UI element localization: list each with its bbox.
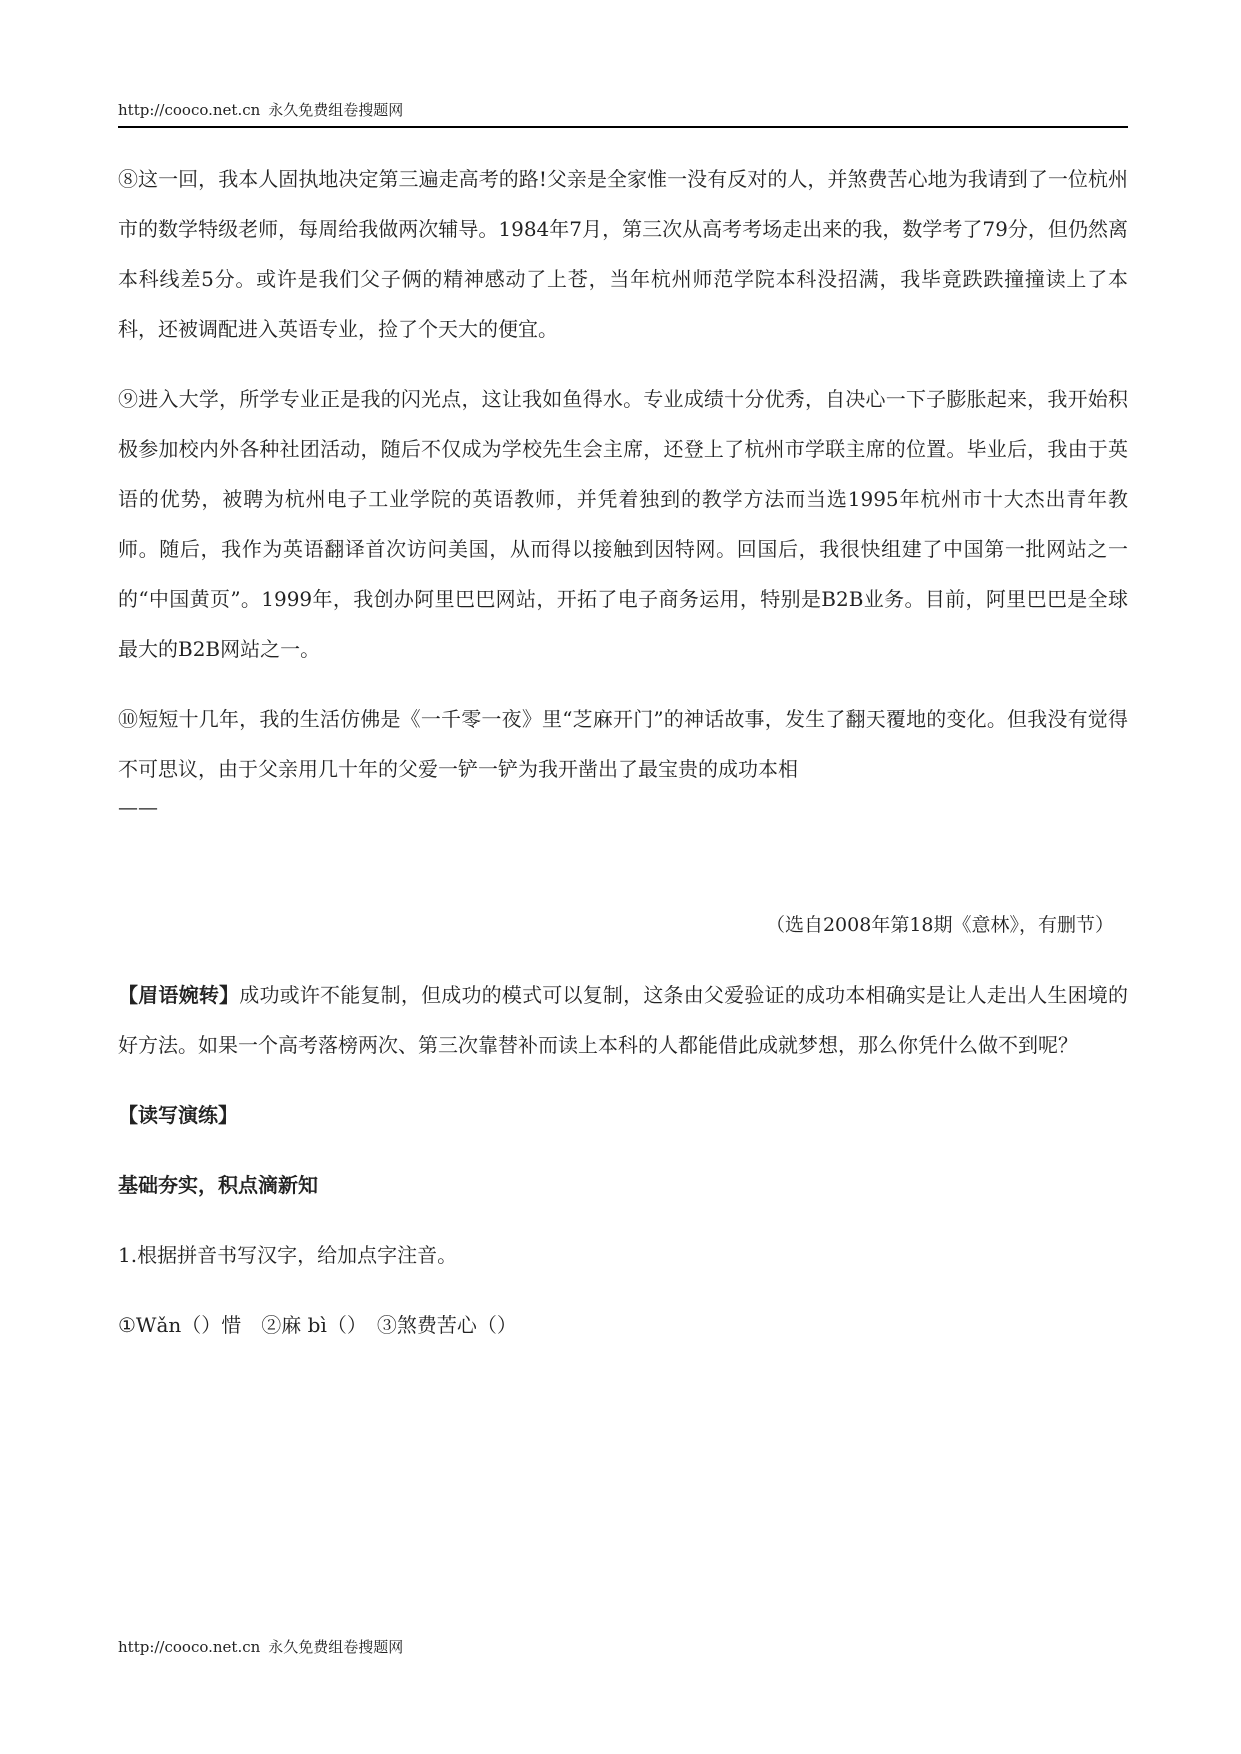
commentary-label: 【眉语婉转】 bbox=[118, 983, 240, 1007]
paragraph-9: ⑨进入大学，所学专业正是我的闪光点，这让我如鱼得水。专业成绩十分优秀，自决心一下子膨胀起来，我开始积极参加校内外各种社团活动，随后不仅成为学校先生会主席，还登上了杭州市学联主席的位置。毕业后，我由于英语的优势，被聘为杭州电子工业学院的英语教师，并凭着独到的教学方法而当选1995年杭州市十大杰出青年教师。随后，我作为英语翻译首次访问美国，从而得以接触到因特网。回国后，我很快组建了中国第一批网站之一的“中国黄页”。1999年，我创办阿里巴巴网站，开拓了电子商务运用，特别是B2B业务。目前，阿里巴巴是全球最大的B2B网站之一。 bbox=[118, 387, 1128, 661]
exercise-section-title: 【读写演练】 bbox=[118, 1103, 238, 1127]
exercise-subheading: 基础夯实，积点滴新知 bbox=[118, 1173, 318, 1197]
page-footer bbox=[118, 1636, 403, 1658]
paragraph-8: ⑧这一回，我本人固执地决定第三遍走高考的路!父亲是全家惟一没有反对的人，并煞费苦心地为我请到了一位杭州市的数学特级老师，每周给我做两次辅导。1984年7月，第三次从高考考场走出来的我，数学考了79分，但仍然离本科线差5分。或许是我们父子俩的精神感动了上苍，当年杭州师范学院本科没招满，我毕竟跌跌撞撞读上了本科，还被调配进入英语专业，捡了个天大的便宜。 bbox=[118, 167, 1128, 341]
footer-site-name: 永久免费组卷搜题网 bbox=[268, 1638, 404, 1656]
commentary-paragraph bbox=[118, 970, 1128, 1070]
paragraph-10: ⑩短短十几年，我的生活仿佛是《一千零一夜》里“芝麻开门”的神话故事，发生了翻天覆地的变化。但我没有觉得不可思议，由于父亲用几十年的父爱一铲一铲为我开凿出了最宝贵的成功本相 bbox=[118, 707, 1128, 781]
footer-url-link[interactable]: http://cooco.net.cn bbox=[118, 1638, 261, 1656]
header-site-name: 永久免费组卷搜题网 bbox=[268, 101, 404, 119]
page-header bbox=[118, 96, 1128, 128]
exercise-question: 1.根据拼音书写汉字，给加点字注音。 bbox=[118, 1243, 458, 1267]
source-citation: （选自2008年第18期《意林》，有删节） bbox=[765, 914, 1114, 936]
document-body bbox=[118, 154, 1128, 1350]
commentary-text: 成功或许不能复制，但成功的模式可以复制，这条由父爱验证的成功本相确实是让人走出人生困境的好方法。如果一个高考落榜两次、第三次靠替补而读上本科的人都能借此成就梦想，那么你凭什么做不到呢？ bbox=[118, 983, 1129, 1057]
exercise-items: ①Wǎn（）惜 ②麻 bì（） ③煞费苦心（） bbox=[118, 1313, 517, 1337]
header-url-link[interactable]: http://cooco.net.cn bbox=[118, 101, 261, 119]
paragraph-10-dash: —— bbox=[118, 795, 158, 819]
